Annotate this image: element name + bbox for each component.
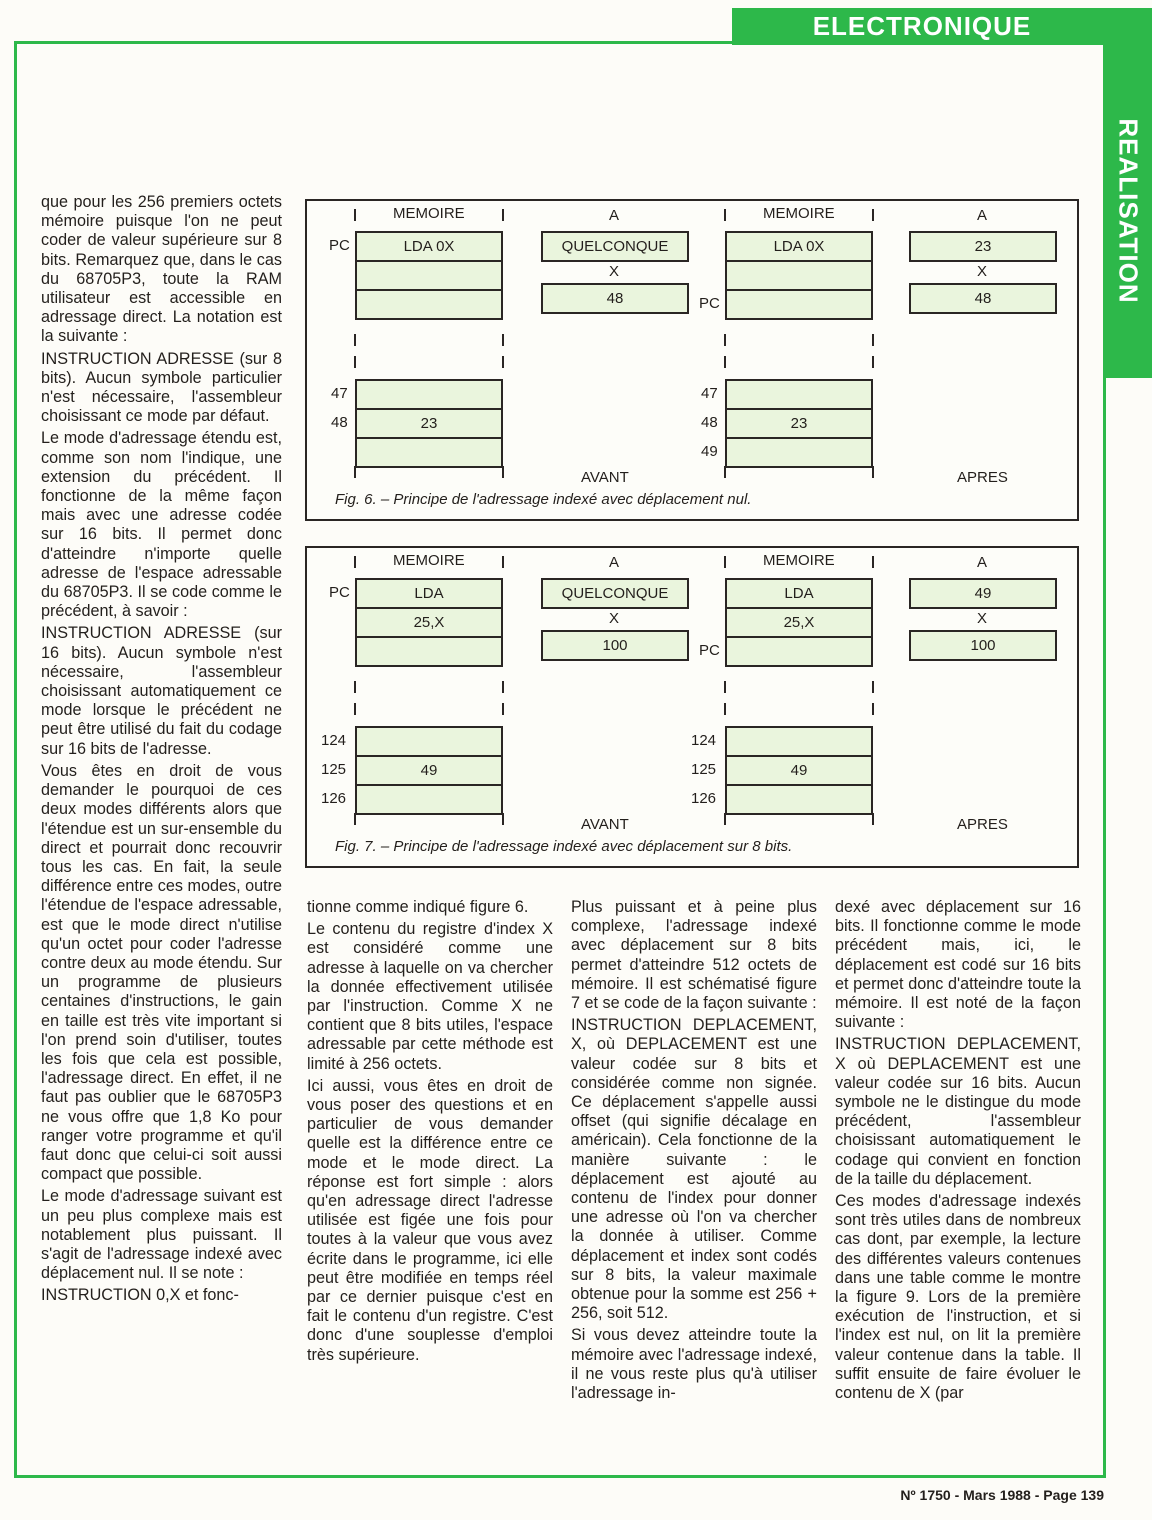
memory-cell: LDA [355,578,503,609]
paragraph: INSTRUCTION 0,X et fonc- [41,1286,239,1305]
memory-cell: LDA 0X [725,231,873,262]
address-label: 126 [691,790,717,807]
memory-cell [725,260,873,291]
memory-tick [872,334,874,346]
memory-cell [725,379,873,410]
memory-cell: LDA 0X [355,231,503,262]
memory-tick [502,556,504,568]
paragraph: Ces modes d'adressage indexés sont très utiles dans de nombreux cas dont, par exemple, la lecture des différentes valeurs contenues dans une table comme le montre la figure 9. Lors de la première exécution de l'instruction, et si l'index est nul, on lit la première valeur contenue dans la table. Il suffit ensuite de faire évoluer le contenu de X (par [835,1192,1081,1403]
figure-caption: Fig. 7. – Principe de l'adressage indexé avec déplacement sur 8 bits. [335,838,793,855]
register-x: 48 [541,283,689,314]
memory-title: MEMOIRE [393,205,465,222]
register-a: QUELCONQUE [541,578,689,609]
register-a: 23 [909,231,1057,262]
address-label: 125 [321,761,347,778]
memory-cell: 49 [355,755,503,786]
address-label: 126 [321,790,347,807]
frame-border-right [1103,378,1106,1478]
memory-tick [872,703,874,715]
address-label: 48 [701,414,718,431]
memory-tick [354,556,356,568]
paragraph: Le mode d'adressage suivant est un peu plus complexe mais est notablement plus puissant. Il s'agit de l'adressage indexé avec déplacement nul. Il se note : [41,1187,282,1283]
memory-tick [724,209,726,221]
memory-tick [502,681,504,693]
register-a: QUELCONQUE [541,231,689,262]
text-column-2 [307,898,553,1368]
register-x: 100 [909,630,1057,661]
memory-cell [355,289,503,320]
memory-cell [725,726,873,757]
memory-tick [502,334,504,346]
state-label: APRES [957,469,1008,486]
register-x-label: X [977,263,988,280]
paragraph: Ici aussi, vous êtes en droit de vous poser des questions et en particulier de vous demander quelle est la différence entre ce mode et le mode direct. La réponse est fort simple : alors qu'en adressage direct l'adresse utilisée est figée une fois pour toutes à la valeur que vous avez écrite dans le programme, ici elle peut être modifiée en temps réel par ce dernier puisque c'est en fait le contenu d'un registre. C'est donc d'une souplesse d'emploi très supérieure. [307,1076,553,1364]
register-a-label: A [977,554,988,571]
figure-caption: Fig. 6. – Principe de l'adressage indexé avec déplacement nul. [335,491,752,508]
text-column-3 [571,898,817,1406]
paragraph: Le contenu du registre d'index X est considéré comme une adresse à laquelle on va chercher la donnée effectivement utilisée par l'instruction. Comme X ne contient que 8 bits utiles, l'espace adressable par cette méthode est limité à 256 octets. [307,920,553,1073]
register-a: 49 [909,578,1057,609]
memory-cell [355,784,503,815]
text-column-4 [835,898,1081,1406]
paragraph: INSTRUCTION ADRESSE (sur 8 bits). Aucun symbole particulier n'est nécessaire, l'assembleur choisissant ce mode par défaut. [41,349,282,426]
address-label: 125 [691,761,717,778]
paragraph: tionne comme indiqué figure 6. [307,898,529,916]
memory-cell: 23 [355,408,503,439]
state-label: APRES [957,816,1008,833]
section-title: ELECTRONIQUE [812,11,1032,41]
section-header [732,8,1152,45]
memory-tick [872,356,874,368]
memory-cell: 25,X [725,607,873,638]
memory-tick [872,681,874,693]
memory-title: MEMOIRE [393,552,465,569]
state-label: AVANT [581,816,629,833]
paragraph: INSTRUCTION ADRESSE (sur 16 bits). Aucun symbole n'est nécessaire, l'assembleur choisissant automatiquement ce mode lorsque le précédent ne peut être utilisé du fait du codage sur 16 bits de l'adresse. [41,624,282,758]
page-footer: Nº 1750 - Mars 1988 - Page 139 [900,1487,1104,1503]
memory-tick [724,356,726,368]
paragraph: Le mode d'adressage étendu est, comme son nom l'indique, une extension du précédent. Il fonctionne de la même façon mais avec une adresse codée sur 16 bits. Il permet donc d'atteindre n'importe quelle adresse de l'espace adressable du 68705P3. Il se code comme le précédent, à savoir : [41,429,282,621]
memory-title: MEMOIRE [763,205,835,222]
figure-6 [305,199,1079,521]
memory-tick [724,703,726,715]
pc-label: PC [699,642,720,659]
register-x: 48 [909,283,1057,314]
paragraph: dexé avec déplacement sur 16 bits. Il fonctionne comme le mode précédent mais, ici, le déplacement est codé sur 16 bits et permet donc d'atteindre toute la mémoire. Il est noté de la façon suivante : [835,898,1081,1032]
memory-tick [502,209,504,221]
register-x-label: X [609,263,620,280]
memory-tick [724,681,726,693]
memory-tick [872,556,874,568]
address-label: 124 [321,732,347,749]
memory-title: MEMOIRE [763,552,835,569]
pc-label: PC [699,295,720,312]
register-x: 100 [541,630,689,661]
paragraph: que pour les 256 premiers octets mémoire puisque l'on ne peut coder de valeur supérieure sur 8 bits. Remarquez que, dans le cas du 68705P3, toute la RAM utilisateur est accessible en adressage direct. La notation est la suivante : [41,193,282,346]
memory-cell: LDA [725,578,873,609]
paragraph: Vous êtes en droit de vous demander le pourquoi de ces deux modes différents alors que l'étendue est un sur-ensemble du direct et pourrait donc recouvrir tous les cas. En fait, la seule différence entre ces modes, outre l'étendue de l'espace adressable, est que le mode direct n'utilise qu'un octet pour coder l'adresse contre deux au mode étendu. Sur un programme de plusieurs centaines d'instructions, le gain en taille est très vite important si l'on prend soin d'utiliser, toutes les fois que cela est possible, l'adressage direct. En effet, il ne faut pas oublier que le 68705P3 ne vous offre que 1,8 Ko pour ranger votre programme et qu'il faut donc que celui-ci soit aussi compact que possible. [41,761,282,1184]
memory-cell [355,379,503,410]
memory-tick [724,556,726,568]
memory-tick [502,703,504,715]
memory-cell: 23 [725,408,873,439]
side-tab [1103,44,1152,378]
address-label: 47 [701,385,718,402]
memory-tick [354,209,356,221]
frame-border-bottom [14,1475,1106,1478]
address-label: 47 [331,385,348,402]
register-x-label: X [609,610,620,627]
memory-cell [355,726,503,757]
frame-border-top [14,41,732,44]
memory-cell [355,636,503,667]
memory-cell [355,437,503,468]
pc-label: PC [329,584,350,601]
address-label: 124 [691,732,717,749]
figure-7 [305,546,1079,868]
memory-tick [354,703,356,715]
memory-tick [354,356,356,368]
text-column-1 [41,193,282,1309]
paragraph: Plus puissant et à peine plus complexe, l'adressage indexé avec déplacement sur 8 bits permet d'atteindre 512 octets de mémoire. Il est schématisé figure 7 et se code de la façon suivante : [571,898,817,1013]
memory-tick [724,334,726,346]
memory-cell [725,784,873,815]
memory-cell [725,437,873,468]
memory-cell: 49 [725,755,873,786]
address-label: 48 [331,414,348,431]
memory-tick [502,356,504,368]
address-label: 49 [701,443,718,460]
register-a-label: A [977,207,988,224]
paragraph: INSTRUCTION DEPLACEMENT, X, où DEPLACEMENT est une valeur codée sur 8 bits et considérée comme non signée. Ce déplacement s'appelle aussi offset (qui signifie décalage en américain). Cela fonctionne de la manière suivante : le déplacement est ajouté au contenu de l'index pour donner une adresse où l'on va chercher la donnée à utiliser. Comme déplacement et index sont codés sur 8 bits, la valeur maximale obtenue pour la somme est 256 + 256, soit 512. [571,1016,817,1323]
memory-cell: 25,X [355,607,503,638]
paragraph: INSTRUCTION DEPLACEMENT, X où DEPLACEMENT est une valeur codée sur 16 bits. Aucun symbole ne le distingue du mode précédent, l'assembleur choisissant automatiquement le codage qui convient en fonction de la taille du déplacement. [835,1035,1081,1188]
register-a-label: A [609,207,620,224]
side-tab-label: REALISATION [1113,118,1143,304]
state-label: AVANT [581,469,629,486]
memory-cell [355,260,503,291]
memory-cell [725,289,873,320]
register-a-label: A [609,554,620,571]
memory-cell [725,636,873,667]
register-x-label: X [977,610,988,627]
memory-tick [354,681,356,693]
pc-label: PC [329,237,350,254]
memory-tick [872,209,874,221]
memory-tick [354,334,356,346]
paragraph: Si vous devez atteindre toute la mémoire avec l'adressage indexé, il ne vous reste plus qu'à utiliser l'adressage in- [571,1326,817,1403]
frame-border-left [14,41,17,1478]
